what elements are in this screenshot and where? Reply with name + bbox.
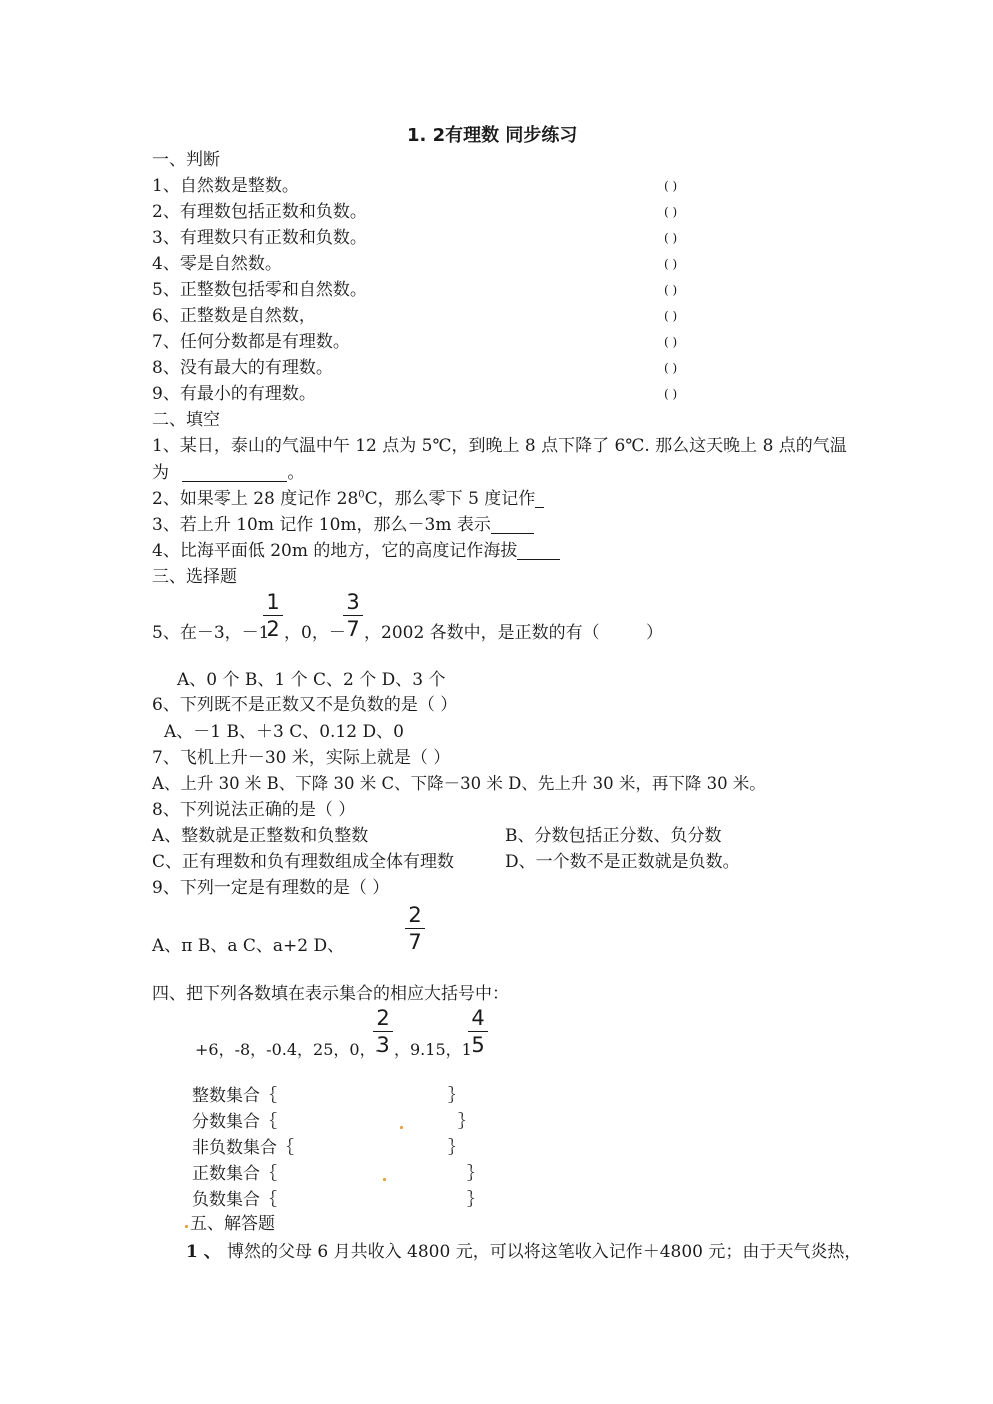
fill-question-2-suffix: C，那么零下 5 度记作 [364, 489, 536, 509]
set-integer-close: ｝ [448, 1086, 465, 1106]
fraction-numerator: 2 [376, 1006, 390, 1030]
answer-blank[interactable] [535, 490, 544, 508]
answer-parentheses[interactable]: ( ) [664, 283, 678, 297]
fill-question-1-line2 [152, 464, 304, 482]
section-heading-solve: 五、解答题 [190, 1214, 275, 1234]
choice-question-9-options: A、π B、a C、a+2 D、 [152, 936, 345, 956]
judge-question: 8、没有最大的有理数。 [152, 358, 333, 378]
fraction-numerator: 4 [471, 1006, 485, 1030]
stray-dot-mark [383, 1178, 386, 1181]
fraction-two-sevenths [405, 905, 425, 953]
answer-parentheses[interactable]: ( ) [664, 361, 678, 375]
fraction-denominator: 7 [408, 930, 422, 954]
fraction-denominator: 3 [376, 1033, 390, 1057]
answer-parentheses[interactable]: ( ) [664, 335, 678, 349]
fill-question-1-line1: 1、某日，泰山的气温中午 12 点为 5℃，到晚上 8 点下降了 6℃. 那么这天晚上 8 点的气温 [152, 436, 847, 456]
stray-dot-mark [400, 1126, 403, 1129]
fill-question-3 [152, 516, 534, 534]
stray-dot-mark [185, 1225, 188, 1228]
fraction-denominator: 2 [266, 617, 280, 641]
fill-question-2 [152, 490, 544, 508]
fraction-numerator: 2 [408, 903, 422, 927]
fill-question-3-text: 3、若上升 10m 记作 10m，那么－3m 表示 [152, 515, 491, 535]
fill-question-1-prefix: 为 [152, 463, 169, 483]
fraction-numerator: 1 [266, 590, 280, 614]
page-title: 1. 2有理数 同步练习 [407, 125, 578, 146]
answer-blank[interactable] [491, 516, 534, 534]
set-fraction-close: ｝ [458, 1112, 475, 1132]
answer-parentheses[interactable]: ( ) [664, 257, 678, 271]
set-negative-close: ｝ [467, 1190, 484, 1210]
answer-parentheses[interactable]: ( ) [664, 179, 678, 193]
section-heading-sets: 四、把下列各数填在表示集合的相应大括号中： [152, 984, 509, 1004]
choice-question-5-part-c: ，2002 各数中，是正数的有（ [364, 623, 600, 643]
fill-question-4 [152, 542, 560, 560]
solve-question-1-number: 1 、 [186, 1242, 221, 1262]
judge-question: 4、零是自然数。 [152, 254, 282, 274]
answer-parentheses[interactable]: ( ) [664, 205, 678, 219]
judge-question: 3、有理数只有正数和负数。 [152, 228, 367, 248]
fraction-bar [263, 615, 283, 616]
answer-parentheses[interactable]: ( ) [664, 309, 678, 323]
answer-blank[interactable] [182, 464, 287, 482]
judge-question: 2、有理数包括正数和负数。 [152, 202, 367, 222]
choice-question-9: 9、下列一定是有理数的是（ ） [152, 878, 390, 898]
section-heading-choice: 三、选择题 [152, 567, 237, 587]
number-list-part-b: ，9.15，1 [394, 1040, 472, 1059]
fraction-bar [343, 615, 363, 616]
choice-question-8-option-d: D、一个数不是正数就是负数。 [505, 852, 740, 872]
fraction-bar [468, 1031, 488, 1032]
fraction-denominator: 5 [471, 1033, 485, 1057]
choice-question-8-option-c: C、正有理数和负有理数组成全体有理数 [152, 852, 455, 872]
choice-question-7: 7、飞机上升－30 米，实际上就是（ ） [152, 748, 451, 768]
fraction-one-half [263, 592, 283, 640]
fraction-bar [373, 1031, 393, 1032]
answer-parentheses[interactable]: ( ) [664, 387, 678, 401]
fill-question-4-text: 4、比海平面低 20m 的地方，它的高度记作海拔 [152, 541, 518, 561]
choice-question-8-option-b: B、分数包括正分数、负分数 [505, 826, 722, 846]
fraction-denominator: 7 [346, 617, 360, 641]
fraction-four-fifths [468, 1008, 488, 1056]
choice-question-5-part-b: ，0，－ [284, 623, 346, 643]
set-integer-label: 整数集合｛ [192, 1086, 277, 1106]
judge-question: 1、自然数是整数。 [152, 176, 299, 196]
fill-question-2-prefix: 2、如果零上 28 度记作 28 [152, 489, 359, 509]
number-list-part-a: +6，-8，-0.4，25，0，- [195, 1040, 381, 1059]
set-positive-label: 正数集合｛ [192, 1164, 277, 1184]
choice-question-5-close-paren: ） [646, 623, 663, 643]
set-positive-close: ｝ [467, 1164, 484, 1184]
section-heading-judge: 一、判断 [152, 150, 220, 170]
fill-question-1-suffix: 。 [287, 463, 305, 483]
degree-superscript: 0 [358, 489, 365, 501]
section-heading-fill: 二、填空 [152, 410, 220, 430]
choice-question-6-options: A、－1 B、＋3 C、0.12 D、0 [164, 722, 404, 742]
judge-question: 6、正整数是自然数， [152, 306, 316, 326]
set-nonnegative-close: ｝ [448, 1138, 465, 1158]
set-fraction-label: 分数集合｛ [192, 1112, 277, 1132]
fraction-numerator: 3 [346, 590, 360, 614]
choice-question-7-options: A、上升 30 米 B、下降 30 米 C、下降－30 米 D、先上升 30 米，再下降 30 米。 [152, 774, 766, 793]
judge-question: 9、有最小的有理数。 [152, 384, 316, 404]
choice-question-5-part-a: 5、在－3，－1 [152, 623, 270, 643]
choice-question-5-options: A、0 个 B、1 个 C、2 个 D、3 个 [177, 670, 446, 690]
set-nonnegative-label: 非负数集合｛ [192, 1138, 294, 1158]
choice-question-6: 6、下列既不是正数又不是负数的是（ ） [152, 695, 458, 715]
answer-parentheses[interactable]: ( ) [664, 231, 678, 245]
judge-question: 5、正整数包括零和自然数。 [152, 280, 367, 300]
judge-question: 7、任何分数都是有理数。 [152, 332, 350, 352]
choice-question-8: 8、下列说法正确的是（ ） [152, 800, 356, 820]
solve-question-1-text: 博然的父母 6 月共收入 4800 元，可以将这笔收入记作＋4800 元；由于天气炎热， [227, 1242, 862, 1262]
fraction-bar [405, 928, 425, 929]
fraction-two-thirds [373, 1008, 393, 1056]
set-negative-label: 负数集合｛ [192, 1190, 277, 1210]
fraction-three-sevenths [343, 592, 363, 640]
choice-question-8-option-a: A、整数就是正整数和负整数 [152, 826, 369, 846]
answer-blank[interactable] [517, 542, 560, 560]
